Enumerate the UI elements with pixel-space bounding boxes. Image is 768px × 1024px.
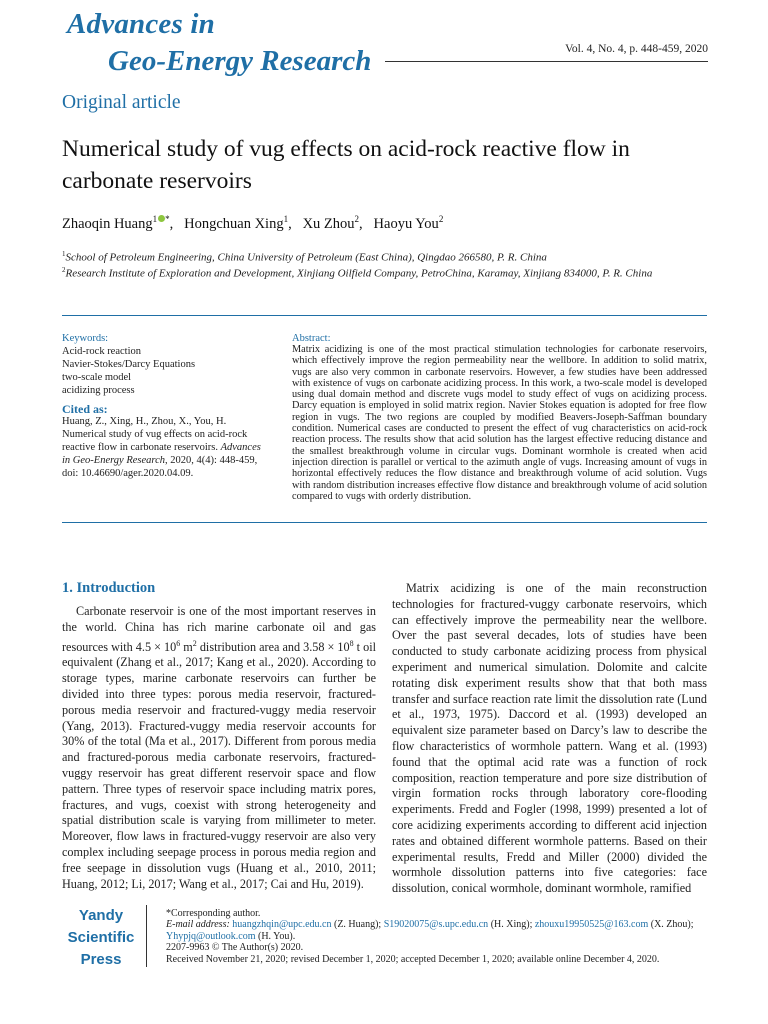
author-name: Xu Zhou: [302, 215, 355, 232]
intro-column-left: [62, 604, 376, 892]
abstract-heading: Abstract:: [292, 333, 331, 344]
section-heading-introduction: 1. Introduction: [62, 580, 156, 596]
email-owner: (X. Zhou);: [648, 919, 694, 931]
intro-text: t oil equivalent (Zhang et al., 2017; Kang et al., 2020). According to storage types, marine carbonate reservoirs can further be divided into three types: porous media reservoir, fractured-porous media reservoir and fractured-vuggy media reservoir (Yang, 2013). Fractured-vuggy media reservoir accounts for 30% of the total (Ma et al., 2017). Different from porous media and fractured-porous media carbonate reservoirs, fractured-vuggy reservoir has great different reservoir space and flow pattern. Three types of reservoir space including matrix pores, fractures, and vugs, coexist with strong heterogeneity and spatial distribution scale is varying from millimeter to meter. Moreover, flow laws in fractured-vuggy reservoir are also very complex including seepage process in porous media region and free seepage in dissolution vugs (Huang et al., 2010, 2011; Huang, 2012; Li, 2017; Wang et al., 2017; Cai and Hu, 2019).: [62, 639, 376, 891]
affil-sup: 2: [62, 266, 66, 274]
intro-text: Carbonate reservoir is one of the most important reserves in the world. China has rich marine carbonate oil and gas resources with 4.5 × 10: [62, 604, 376, 654]
keyword-item: two-scale model: [62, 372, 132, 383]
issn-copyright: 2207-9963 © The Author(s) 2020.: [166, 942, 304, 954]
cited-text: [62, 415, 270, 480]
footer-divider: [146, 905, 147, 967]
keyword-item: Acid-rock reaction: [62, 346, 142, 357]
publisher-line1: Yandy: [78, 907, 124, 924]
article-title: Numerical study of vug effects on acid-rock reactive flow in carbonate reservoirs: [62, 136, 630, 194]
email-link[interactable]: zhouxu19950525@163.com: [534, 919, 649, 931]
publisher-logo: [58, 905, 144, 971]
rule-bottom: [62, 522, 707, 523]
journal-title-line1: Advances in: [67, 8, 216, 40]
author-name: Hongchuan Xing: [184, 215, 284, 232]
keyword-item: Navier-Stokes/Darcy Equations: [62, 359, 196, 370]
author-list: Zhaoqin Huang$^1$ *, Hongchuan Xing$^1$, Xu Zhou$^2$, Haoyu You$^2$: [62, 214, 444, 232]
keywords-list: [62, 345, 195, 397]
author-affil-sup: 2: [354, 214, 360, 224]
superscript: 2: [192, 638, 197, 648]
journal-title-line2: Geo-Energy Research: [108, 45, 372, 77]
intro-column-right: Matrix acidizing is one of the main reconstruction technologies for fractured-vuggy carbonate reservoirs, which can effectively improve the permeability near the wellbore. Over the past several decades, lots of studies have been conducted to study carbonate acidizing process from physical experiment and numerical simulation. Dolomite and calcite rotating disk experiment results show that that both mass transfer and surface reaction rate limit the dissolution rate (Lund et al., 1973, 1975). Daccord et al. (1993) developed an equivalent size parameter based on Darcy’s law to describe the flow characteristics of wormhole pattern. Wang et al. (1993) found that the optimal acid rate was a function of rock composition, reaction temperature and pore size distribution of virgin formation rocks through laboratory core-flooding experiments. Fredd and Fogler (1998, 1999) presented a lot of core acidizing experiments according to different acid injection rates and obtained different wormhole patterns. Based on their experimental results, Fredd and Miller (2000) divided the wormhole dissolution patterns into five categories: face dissolution, conical wormhole, dominant wormhole, ramified: [392, 581, 707, 896]
cited-part1: Huang, Z., Xing, H., Zhou, X., You, H. Numerical study of vug effects on acid-rock reactive flow in carbonate reservoirs.: [62, 416, 248, 453]
affiliation-1: [62, 250, 547, 264]
intro-text: distribution area and 3.58 × 10: [196, 639, 350, 654]
author-affil-sup: 1: [283, 214, 289, 224]
affiliation-2: [62, 266, 652, 280]
publisher-line2: Scientific: [67, 929, 135, 946]
article-type: Original article: [62, 92, 181, 113]
cited-heading: Cited as:: [62, 402, 108, 416]
superscript: 6: [176, 638, 181, 648]
keywords-heading: Keywords:: [62, 333, 109, 344]
email-line: [166, 919, 711, 930]
corresponding-mark: *: [165, 214, 170, 224]
email-owner: (Z. Huang);: [331, 919, 384, 931]
rule-top: [62, 315, 707, 316]
received-dates: Received November 21, 2020; revised December 1, 2020; accepted December 1, 2020; available online December 4, 2020.: [166, 953, 660, 965]
author-affil-sup: 1: [152, 214, 158, 224]
publisher-line3: Press: [80, 951, 122, 968]
header-rule: [385, 61, 708, 62]
superscript: 8: [349, 638, 354, 648]
affil-text: Research Institute of Exploration and Development, Xinjiang Oilfield Company, PetroChina, Karamay, Xinjiang 834000, P. R. China: [65, 267, 653, 280]
corresponding-author: *Corresponding author.: [166, 908, 261, 919]
intro-text: m: [180, 639, 193, 654]
author-name: Haoyu You: [373, 215, 439, 232]
email-label: E-mail address:: [166, 919, 230, 931]
email-line-2: [166, 931, 711, 942]
email-link[interactable]: Yhypjq@outlook.com: [166, 930, 256, 942]
cited-journal: Advances in Geo-Energy Research: [62, 442, 261, 466]
abstract-text: Matrix acidizing is one of the most practical stimulation technologies for carbonate reservoirs, which effectively improve the region permeability near the wellbore. In addition to solid matrix, vugs are also very common in carbonate reservoirs. However, a few studies have been addressed with existence of vugs on carbonate acidizing process. In this work, a two-scale model is developed using dual domain method and discrete vugs model to study effect of vugs on acidizing process. Darcy equation is employed in solid matrix region. Navier Stokes equation is adopted for free flow region in vugs. The two regions are coupled by modified Beavers-Joseph-Saffman boundary condition. Numerical cases are conducted to present the effect of vug characteristics on acid-rock reaction process. The results show that acid solution has the largest effective reducing distance and the smallest breakthrough volume in circular vugs. Dominant wormhole is created when acid injection direction is parallel or vertical to the azimuth angle of vugs. Increasing amount of vugs in horizontal effectively reduces the flow distance and breakthrough volume of acid solution. Vugs with random distribution increases effective flow distance and breakthrough volume of acid solution compared to vugs with orderly distribution.: [292, 344, 707, 502]
email-owner: (H. You).: [255, 930, 296, 942]
keyword-item: acidizing process: [62, 385, 135, 396]
email-link[interactable]: S19020075@s.upc.edu.cn: [383, 919, 489, 931]
email-link[interactable]: huangzhqin@upc.edu.cn: [232, 919, 332, 931]
affil-text: School of Petroleum Engineering, China University of Petroleum (East China), Qingdao 266580, P. R. China: [65, 251, 547, 264]
affil-sup: 1: [62, 250, 66, 258]
footnote: [166, 908, 711, 965]
cited-part2: , 2020, 4(4): 448-459, doi: 10.46690/ager.2020.04.09.: [62, 455, 258, 479]
author-affil-sup: 2: [438, 214, 444, 224]
email-owner: (H. Xing);: [488, 919, 535, 931]
author-name: Zhaoqin Huang: [62, 215, 153, 232]
volume-info: Vol. 4, No. 4, p. 448-459, 2020: [565, 43, 708, 55]
